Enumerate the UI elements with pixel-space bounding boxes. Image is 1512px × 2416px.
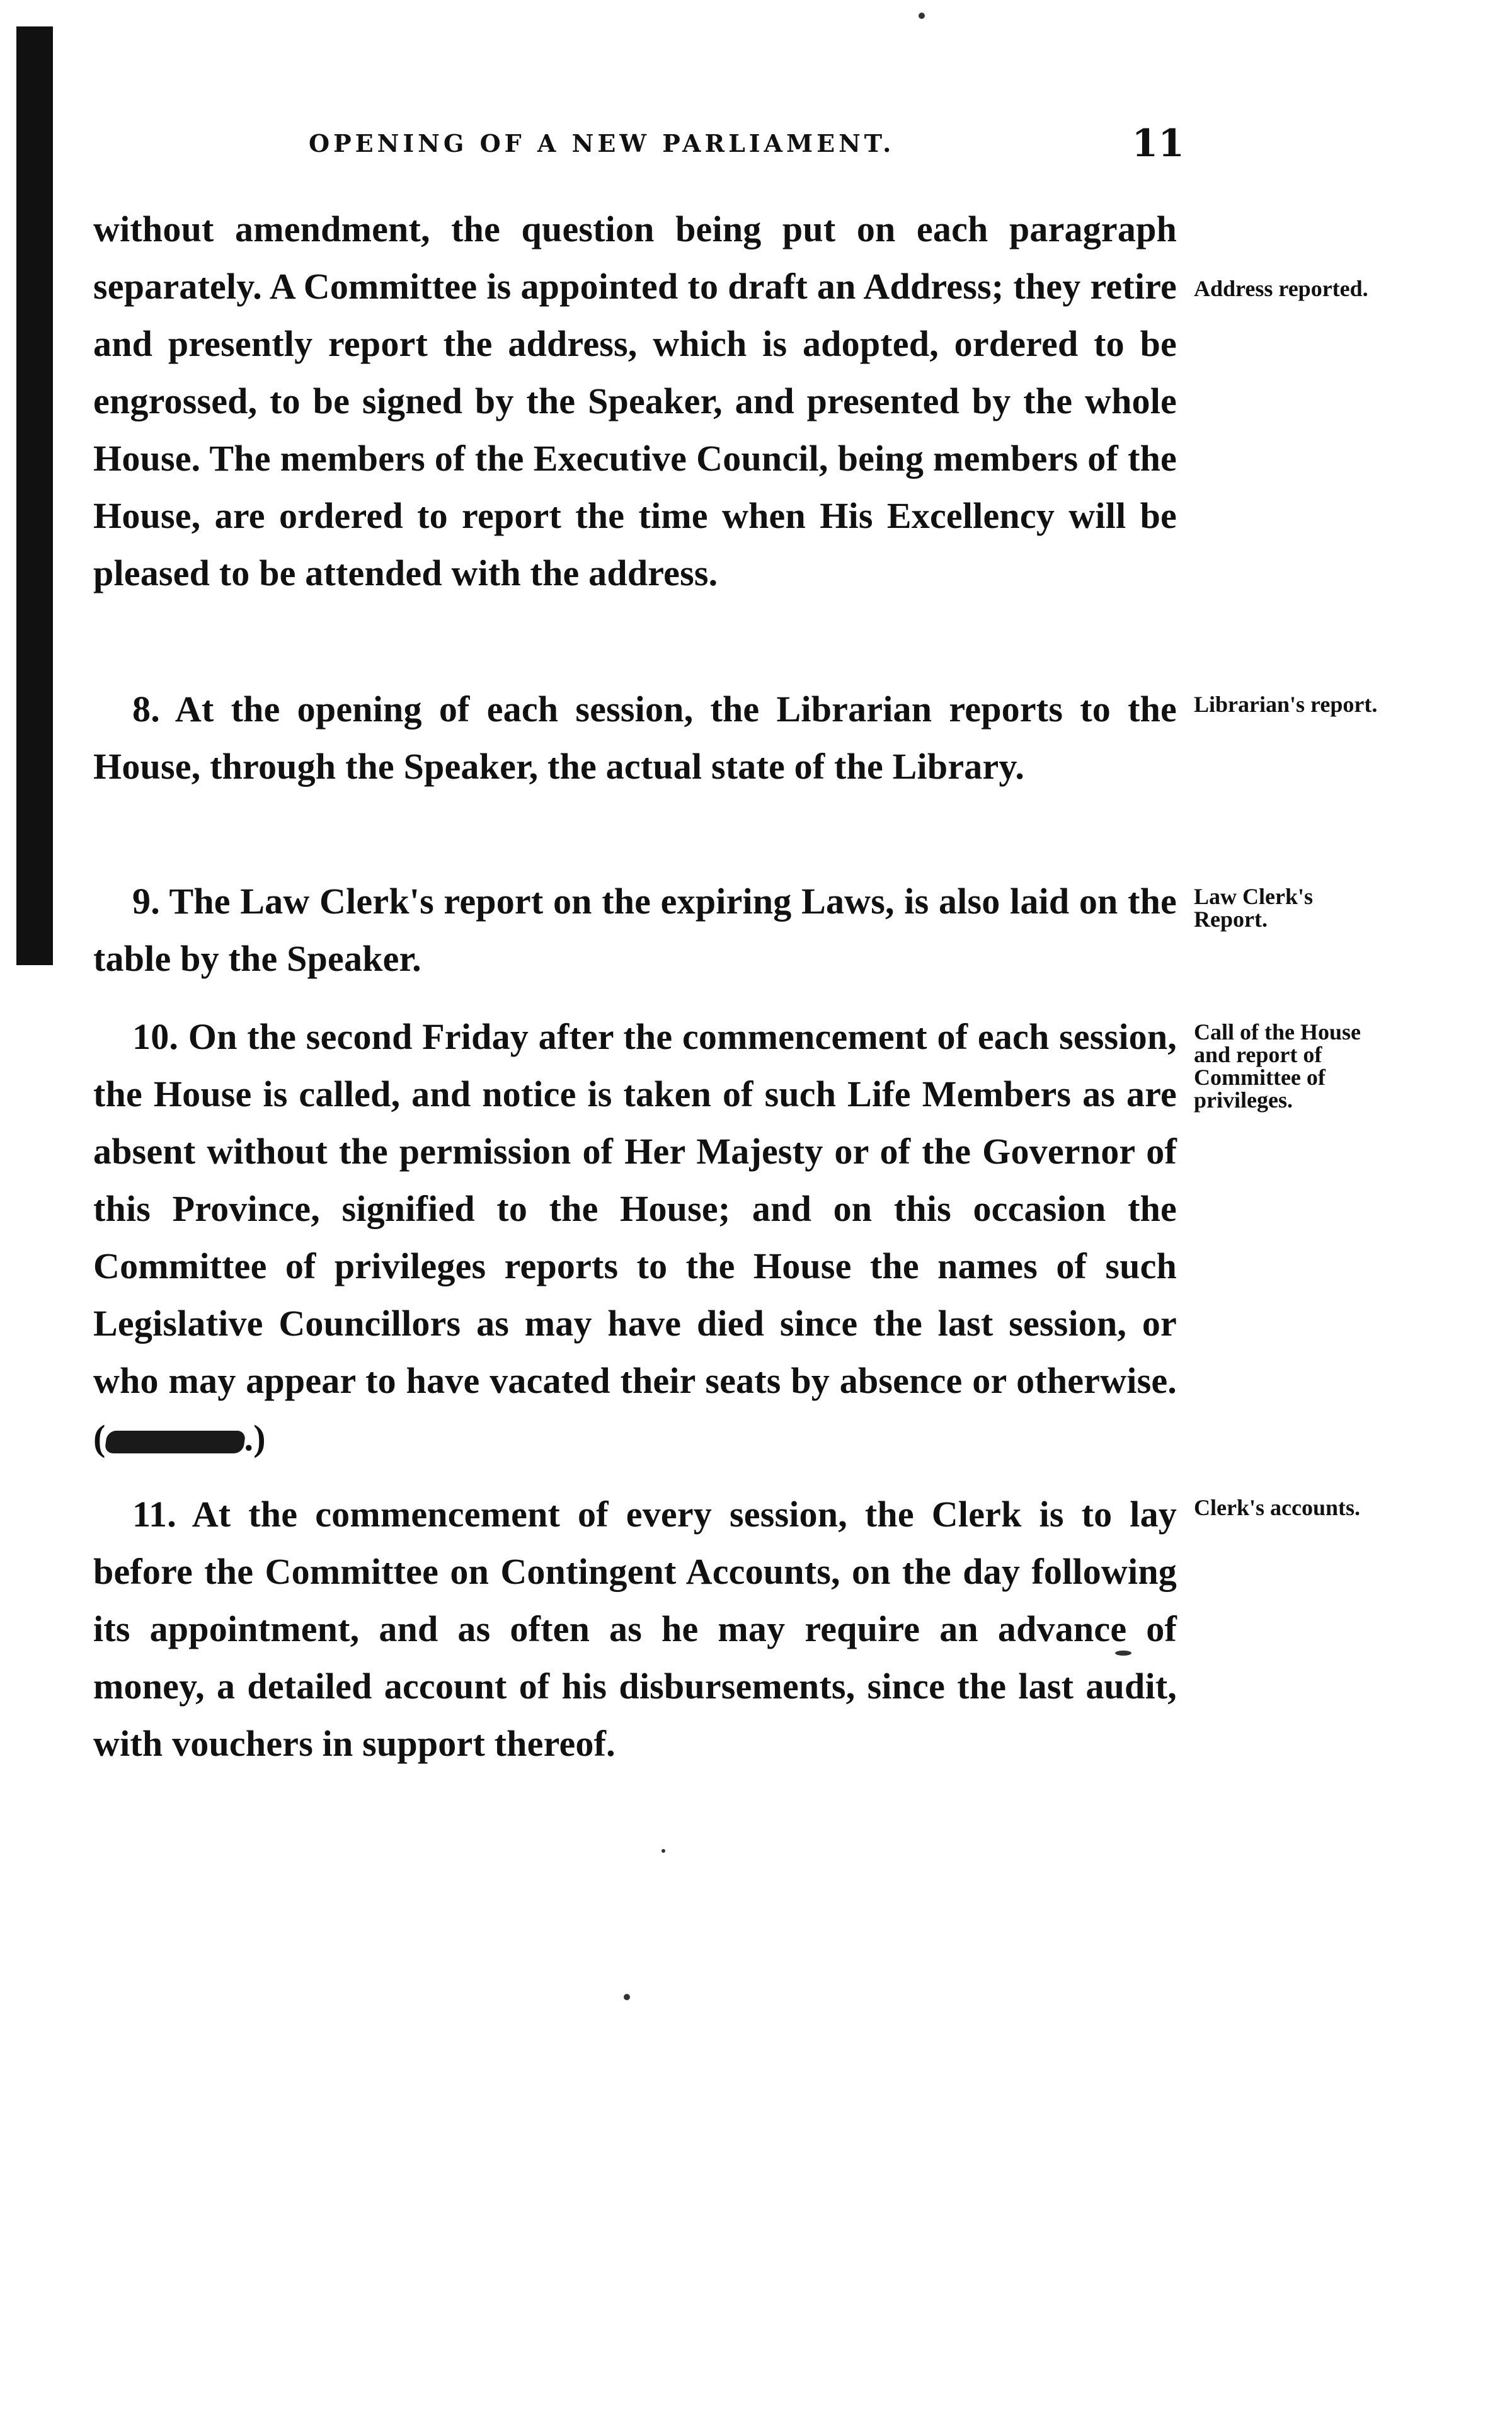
paragraph-text: On the second Friday after the commencement of each session, the House is called, and notice is taken of such Life Members as are absent without the permission of Her Majesty or of the Governor of this Province, signified to the House; and on this occasion the Committee of privileges reports to the House the names of such Legislative Councillors as may have died since the last session, or who may appear to have vacated their seats by absence or otherwise. — [93, 1016, 1177, 1401]
paragraph-number: 8. — [132, 689, 160, 730]
scan-speck — [624, 1994, 630, 2000]
margin-note-law-clerk-report: Law Clerk's Report. — [1194, 884, 1313, 932]
paragraph-continuation — [93, 200, 1177, 602]
paragraph-9 — [93, 873, 1177, 987]
page-number: 11 — [1131, 122, 1184, 166]
margin-note-clerks-accounts: Clerk's accounts. — [1194, 1495, 1360, 1520]
paragraph-10 — [93, 1008, 1177, 1467]
struck-out-text — [104, 1431, 246, 1453]
running-head: OPENING OF A NEW PARLIAMENT. — [309, 129, 895, 157]
page-header — [309, 122, 1184, 180]
margin-note-address-reported: Address reported. — [1194, 276, 1368, 301]
margin-note-call-of-house: Call of the House and report of Committee of privileges. — [1194, 1019, 1361, 1113]
paragraph-number: 10. — [132, 1016, 179, 1057]
paragraph-text: The Law Clerk's report on the expiring Laws, is also laid on the table by the Speaker. — [93, 881, 1177, 979]
scan-speck — [1115, 1651, 1131, 1656]
paragraph-number: 9. — [132, 881, 160, 922]
paragraph-8 — [93, 680, 1177, 795]
paren-open: ( — [93, 1417, 106, 1458]
scan-speck — [919, 13, 925, 19]
scan-speck — [662, 1849, 665, 1853]
paragraph-number: 11. — [132, 1494, 176, 1535]
paragraph-text: without amendment, the question being put on each paragraph separately. A Committee is appointed to draft an Address; they retire and presently report the address, which is adopted, ordered to be engrossed, to be signed by the Speaker, and presented by the whole House. The members of the Executive Council, being members of the House, are ordered to report the time when His Excellency will be pleased to be attended with the address. — [93, 209, 1177, 593]
margin-note-librarian-report: Librarian's report. — [1194, 692, 1378, 717]
paragraph-11 — [93, 1486, 1177, 1772]
paren-close: .) — [244, 1417, 266, 1458]
paragraph-text: At the opening of each session, the Librarian reports to the House, through the Speaker, the actual state of the Library. — [93, 689, 1177, 787]
binding-edge — [16, 26, 53, 965]
paragraph-text: At the commencement of every session, the Clerk is to lay before the Committee on Contingent Accounts, on the day following its appointment, and as often as he may require an advance of money, a detailed account of his disbursements, since the last audit, with vouchers in support thereof. — [93, 1494, 1177, 1764]
